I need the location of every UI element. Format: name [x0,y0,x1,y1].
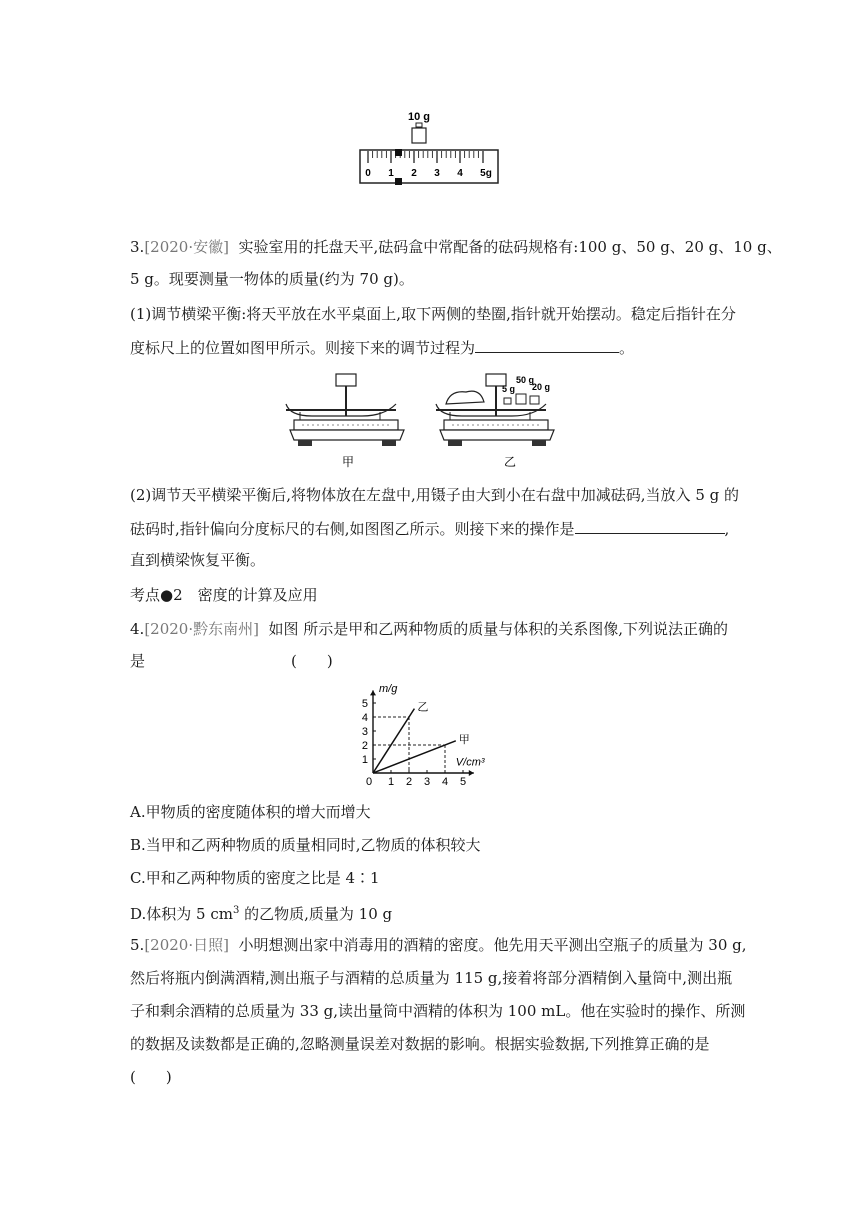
x-tick-label: 0 [365,776,373,788]
weight-5g [504,398,511,404]
y-axis-label: m/g [379,683,398,695]
balance-left [286,374,404,446]
q5-number: 5. [130,936,145,954]
weight-50g [516,394,526,404]
series-line-甲 [373,741,456,773]
y-tick-label: 5 [361,698,368,710]
weight-block [412,128,426,143]
option-a: A.甲物质的密度随体积的增大而增大 [130,803,371,821]
scale-label: 3 [434,168,440,179]
answer-blank[interactable] [475,336,619,353]
q4-stem-line1 [130,618,728,640]
option-d-suffix: 的乙物质,质量为 10 g [239,905,393,923]
x-tick-label: 3 [423,776,431,788]
q3-part1-line1: (1)调节横梁平衡:将天平放在水平桌面上,取下两侧的垫圈,指针就开始摆动。稳定后指针在分 [130,305,736,323]
balance-right [436,374,554,446]
q4-source: [2020·黔东南州] [144,620,259,638]
q3-part1-suffix: 。 [619,339,635,357]
q4-stem-text: 如图 所示是甲和乙两种物质的质量与体积的关系图像,下列说法正确的 [268,620,729,638]
rider-top [395,149,402,156]
option-d-prefix: D.体积为 5 cm [130,905,233,923]
q3-source: [2020·安徽] [144,238,229,256]
x-tick-label: 1 [387,776,395,788]
q3-number: 3. [130,238,145,256]
q5-line3: 子和剩余酒精的总质量为 33 g,读出量筒中酒精的体积为 100 mL。他在实验时的操作、所测 [130,1002,746,1020]
q5-line2: 然后将瓶内倒满酒精,测出瓶子与酒精的总质量为 115 g,接着将部分酒精倒入量筒中,测出瓶 [130,969,733,987]
y-tick-label: 4 [361,712,368,724]
x-axis-label: V/cm³ [455,756,485,769]
q3-part1-line2 [130,336,634,359]
q3-stem-line1 [130,236,782,258]
figure-caption-left: 甲 [341,455,355,469]
scale-label: 2 [411,168,417,179]
q5-text: 小明想测出家中消毒用的酒精的密度。他先用天平测出空瓶子的质量为 30 g, [238,936,747,954]
q5-source: [2020·日照] [144,936,229,954]
option-d-sup: 3 [232,905,240,916]
weight-hook [416,123,422,127]
figure-caption-right: 乙 [503,455,517,469]
q3-part2-line1: (2)调节天平横梁平衡后,将物体放在左盘中,用镊子由大到小在右盘中加减砝码,当放入 5 g 的 [130,486,740,504]
answer-paren[interactable]: ( ) [291,652,333,670]
weight-label: 10 g [407,111,431,123]
balance-figure [280,368,580,478]
series-line-乙 [373,709,414,773]
object-on-pan [446,391,484,404]
answer-paren[interactable]: ( ) [130,1068,172,1086]
option-c: C.甲和乙两种物质的密度之比是 4∶1 [130,869,380,887]
rider-scale-figure [355,106,505,188]
q4-number: 4. [130,620,145,638]
q5-line1 [130,934,747,956]
x-tick-label: 2 [405,776,413,788]
option-d [130,900,392,925]
scale-label: 5g [480,168,492,179]
mass-volume-chart [355,680,505,792]
answer-blank[interactable] [575,517,725,534]
scale-frame [360,150,498,183]
q3-part1-prefix: 度标尺上的位置如图甲所示。则接下来的调节过程为 [130,339,476,357]
q3-part2-suffix: , [724,520,730,538]
q3-part2-line3: 直到横梁恢复平衡。 [130,551,266,569]
series-label: 乙 [417,701,429,714]
y-tick-label: 2 [361,740,368,752]
y-tick-label: 1 [361,754,368,766]
option-b: B.当甲和乙两种物质的质量相同时,乙物质的体积较大 [130,836,481,854]
q3-part2-prefix: 砝码时,指针偏向分度标尺的右侧,如图图乙所示。则接下来的操作是 [130,520,575,538]
y-tick-label: 3 [361,726,368,738]
series-label: 甲 [458,733,470,746]
scale-label: 4 [457,168,463,179]
x-axis-arrow [469,770,474,776]
q3-stem-text: 实验室用的托盘天平,砝码盒中常配备的砝码规格有:100 g、50 g、20 g、10 g、 [238,238,782,256]
weight-label: 5 g [502,384,516,394]
weight-label: 20 g [532,382,551,392]
x-tick-label: 4 [441,776,449,788]
q3-part2-line2 [130,517,729,540]
rider-bottom [395,178,402,185]
weight-20g [530,396,539,404]
scale-label: 0 [365,168,371,179]
weight-label: 50 g [516,375,535,385]
q5-line4: 的数据及读数都是正确的,忽略测量误差对数据的影响。根据实验数据,下列推算正确的是 [130,1035,710,1053]
y-axis-arrow [370,690,376,695]
scale-label: 1 [388,168,394,179]
q4-stem-line2 [130,650,333,672]
q4-stem-end: 是 [130,652,146,670]
q3-stem-line2: 5 g。现要测量一物体的质量(约为 70 g)。 [130,270,414,288]
section-heading: 考点●2 密度的计算及应用 [130,586,318,604]
x-tick-label: 5 [459,776,467,788]
